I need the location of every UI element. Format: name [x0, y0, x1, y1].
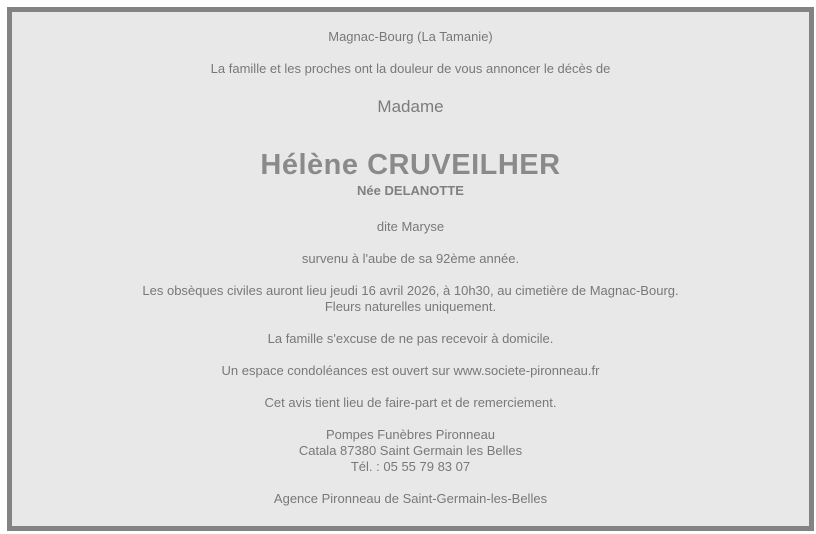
- ceremony-line-1: Les obsèques civiles auront lieu jeudi 16 avril 2026, à 10h30, au cimetière de Magnac-Bourg.: [142, 283, 679, 298]
- intro-line: La famille et les proches ont la douleur de vous annoncer le décès de: [210, 61, 611, 76]
- funeral-home-phone: Tél. : 05 55 79 83 07: [350, 459, 471, 474]
- family-note-line: La famille s'excuse de ne pas recevoir à domicile.: [267, 331, 554, 346]
- funeral-home-block: [12, 427, 809, 475]
- funeral-home-name: Pompes Funèbres Pironneau: [325, 427, 496, 442]
- agency-line: Agence Pironneau de Saint-Germain-les-Belles: [273, 491, 548, 506]
- civility-title: Madame: [377, 97, 444, 116]
- death-notice-card: [7, 7, 814, 531]
- notice-statement-line: Cet avis tient lieu de faire-part et de remerciement.: [264, 395, 557, 410]
- funeral-home-address: Catala 87380 Saint Germain les Belles: [298, 443, 523, 458]
- ceremony-line-2: Fleurs naturelles uniquement.: [324, 299, 497, 314]
- location-line: Magnac-Bourg (La Tamanie): [328, 29, 493, 44]
- ceremony-paragraph: [12, 283, 809, 315]
- death-detail-line: survenu à l'aube de sa 92ème année.: [301, 251, 520, 266]
- maiden-name: Née DELANOTTE: [357, 183, 464, 198]
- condolences-line: Un espace condoléances est ouvert sur www.societe-pironneau.fr: [221, 363, 600, 378]
- deceased-name: Hélène CRUVEILHER: [260, 149, 561, 181]
- nickname-line: dite Maryse: [376, 219, 445, 234]
